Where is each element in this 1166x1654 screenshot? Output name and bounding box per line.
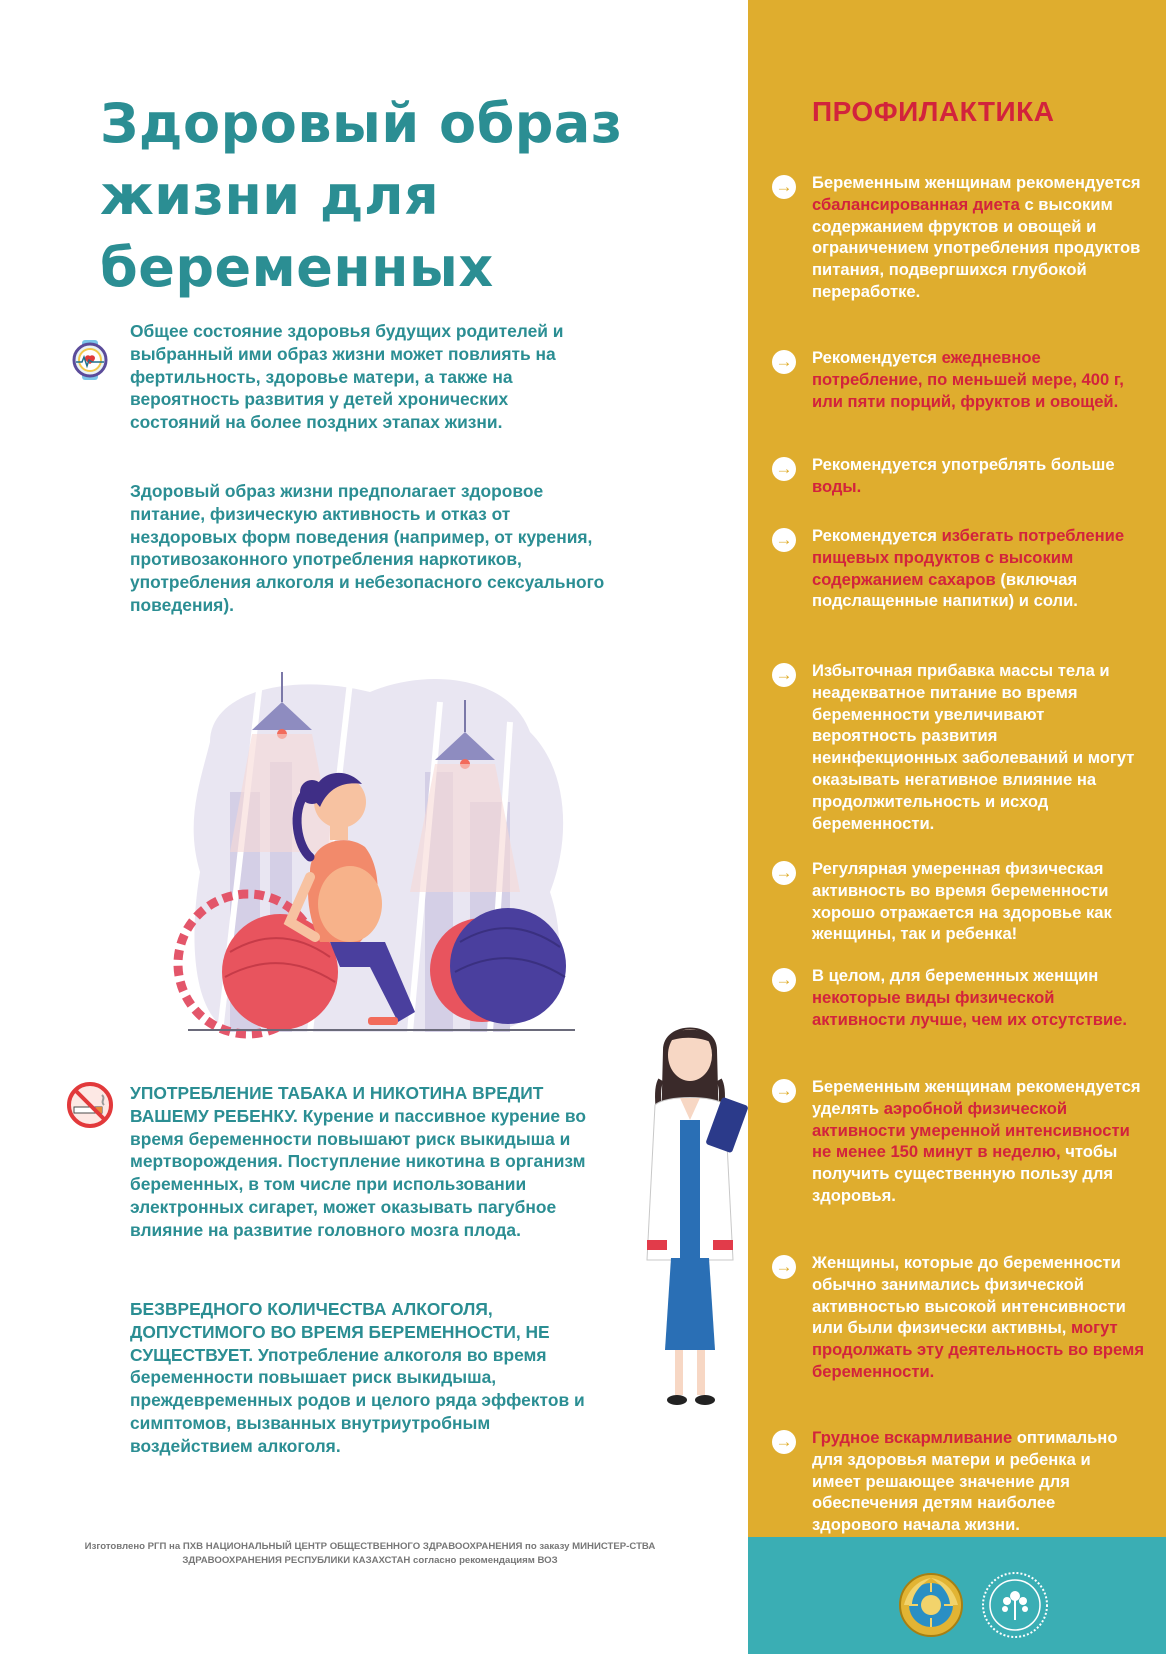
tip-text: Рекомендуется ежедневное потребление, по меньшей мере, 400 г, или пяти порций, фруктов и овощей. xyxy=(812,348,1124,411)
tip-text: Женщины, которые до беременности обычно занимались физической активностью высокой интенсивности или были физически активны, могут продолжать эту деятельность во время беременности. xyxy=(812,1253,1145,1381)
no-smoking-icon xyxy=(66,1081,114,1129)
intro-paragraph-2: Здоровый образ жизни предполагает здоровое питание, физическую активность и отказ от нездоровых форм поведения (например, от курения, противозаконного употребления наркотиков, употребления алкоголя и небезопасного сексуального поведения). xyxy=(130,481,605,615)
tip-item xyxy=(772,1427,1144,1536)
title-line-1: Здоровый образ xyxy=(100,92,623,155)
arrow-right-icon: → xyxy=(772,457,796,481)
tip-item xyxy=(772,965,1144,1030)
arrow-right-icon: → xyxy=(772,528,796,552)
tip-item xyxy=(772,1252,1144,1383)
footnote: Изготовлено РГП на ПХВ НАЦИОНАЛЬНЫЙ ЦЕНТР ОБЩЕСТВЕННОГО ЗДРАВООХРАНЕНИЯ по заказу МИНИСТЕР-СТВА ЗДРАВООХРАНЕНИЯ РЕСПУБЛИКИ КАЗАХСТАН согласно рекомендациям ВОЗ xyxy=(84,1541,656,1566)
tip-item xyxy=(772,454,1144,498)
arrow-right-icon: → xyxy=(772,175,796,199)
alcohol-paragraph xyxy=(130,1298,590,1458)
intro-paragraph-1: Общее состояние здоровья будущих родителей и выбранный ими образ жизни может повлиять на фертильность, здоровье матери, а также на вероятность развития у детей хронических состояний на более поздних этапах жизни. xyxy=(130,321,564,433)
title-line-3: беременных xyxy=(100,236,494,299)
health-center-logo-icon xyxy=(980,1570,1050,1640)
tip-text: Беременным женщинам рекомендуется сбалансированная диета с высоким содержанием фруктов и овощей и ограничением употребления продуктов питания, подвергшихся глубокой переработке. xyxy=(812,173,1141,301)
tip-text: Беременным женщинам рекомендуется уделять аэробной физической активности умеренной интенсивности не менее 150 минут в неделю, чтобы получить существенную пользу для здоровья. xyxy=(812,1077,1141,1205)
arrow-right-icon: → xyxy=(772,1255,796,1279)
alcohol-heading: БЕЗВРЕДНОГО КОЛИЧЕСТВА АЛКОГОЛЯ, ДОПУСТИМОГО ВО ВРЕМЯ БЕРЕМЕННОСТИ, НЕ СУЩЕСТВУЕТ. xyxy=(130,1299,550,1365)
arrow-right-icon: → xyxy=(772,968,796,992)
tip-text: В целом, для беременных женщин некоторые виды физической активности лучше, чем их отсутствие. xyxy=(812,966,1127,1029)
title-line-2: жизни для xyxy=(100,164,440,227)
arrow-right-icon: → xyxy=(772,861,796,885)
tobacco-paragraph xyxy=(130,1082,590,1242)
alcohol-text: Употребление алкоголя во время беременности повышает риск выкидыша, преждевременных родов и целого ряда эффектов и симптомов, вызванных внутриутробным воздействием алкоголя. xyxy=(130,1344,585,1456)
tip-text: Рекомендуется употреблять больше воды. xyxy=(812,455,1115,496)
tip-text: Избыточная прибавка массы тела и неадекватное питание во время беременности увеличивают вероятность развития неинфекционных заболеваний и могут оказывать негативное влияние на продолжительность и исход беременности. xyxy=(812,661,1135,833)
tip-item xyxy=(772,858,1144,945)
tip-item xyxy=(772,172,1144,303)
arrow-right-icon: → xyxy=(772,1430,796,1454)
tip-item xyxy=(772,525,1144,612)
tip-item xyxy=(772,1076,1144,1207)
tip-item xyxy=(772,660,1144,834)
fitness-tracker-icon xyxy=(68,338,112,382)
page-title xyxy=(100,88,660,304)
tip-text: Регулярная умеренная физическая активность во время беременности хорошо отражается на здоровье как женщины, так и ребенка! xyxy=(812,859,1112,944)
sidebar-title: ПРОФИЛАКТИКА xyxy=(812,96,1055,127)
doctor-illustration xyxy=(625,1010,757,1412)
tobacco-heading: УПОТРЕБЛЕНИЕ ТАБАКА И НИКОТИНА ВРЕДИТ ВАШЕМУ РЕБЕНКУ. xyxy=(130,1083,544,1126)
arrow-right-icon: → xyxy=(772,1079,796,1103)
pregnant-woman-fitness-illustration xyxy=(170,672,590,1084)
tobacco-text: Курение и пассивное курение во время беременности повышают риск выкидыша и мертворождения. Поступление никотина в организм беременных, в том числе при использовании электронных сигарет, может оказывать пагубное влияние на развитие головного мозга плода. xyxy=(130,1105,587,1240)
arrow-right-icon: → xyxy=(772,663,796,687)
tip-item xyxy=(772,347,1144,412)
arrow-right-icon: → xyxy=(772,350,796,374)
tip-text: Рекомендуется избегать потребление пищевых продуктов с высоким содержанием сахаров (включая подслащенные напитки) и соли. xyxy=(812,526,1125,611)
tip-text: Грудное вскармливание оптимально для здоровья матери и ребенка и имеет решающее значение для обеспечения детям наиболее здорового начала жизни. xyxy=(812,1428,1118,1535)
state-emblem-icon xyxy=(898,1572,964,1638)
